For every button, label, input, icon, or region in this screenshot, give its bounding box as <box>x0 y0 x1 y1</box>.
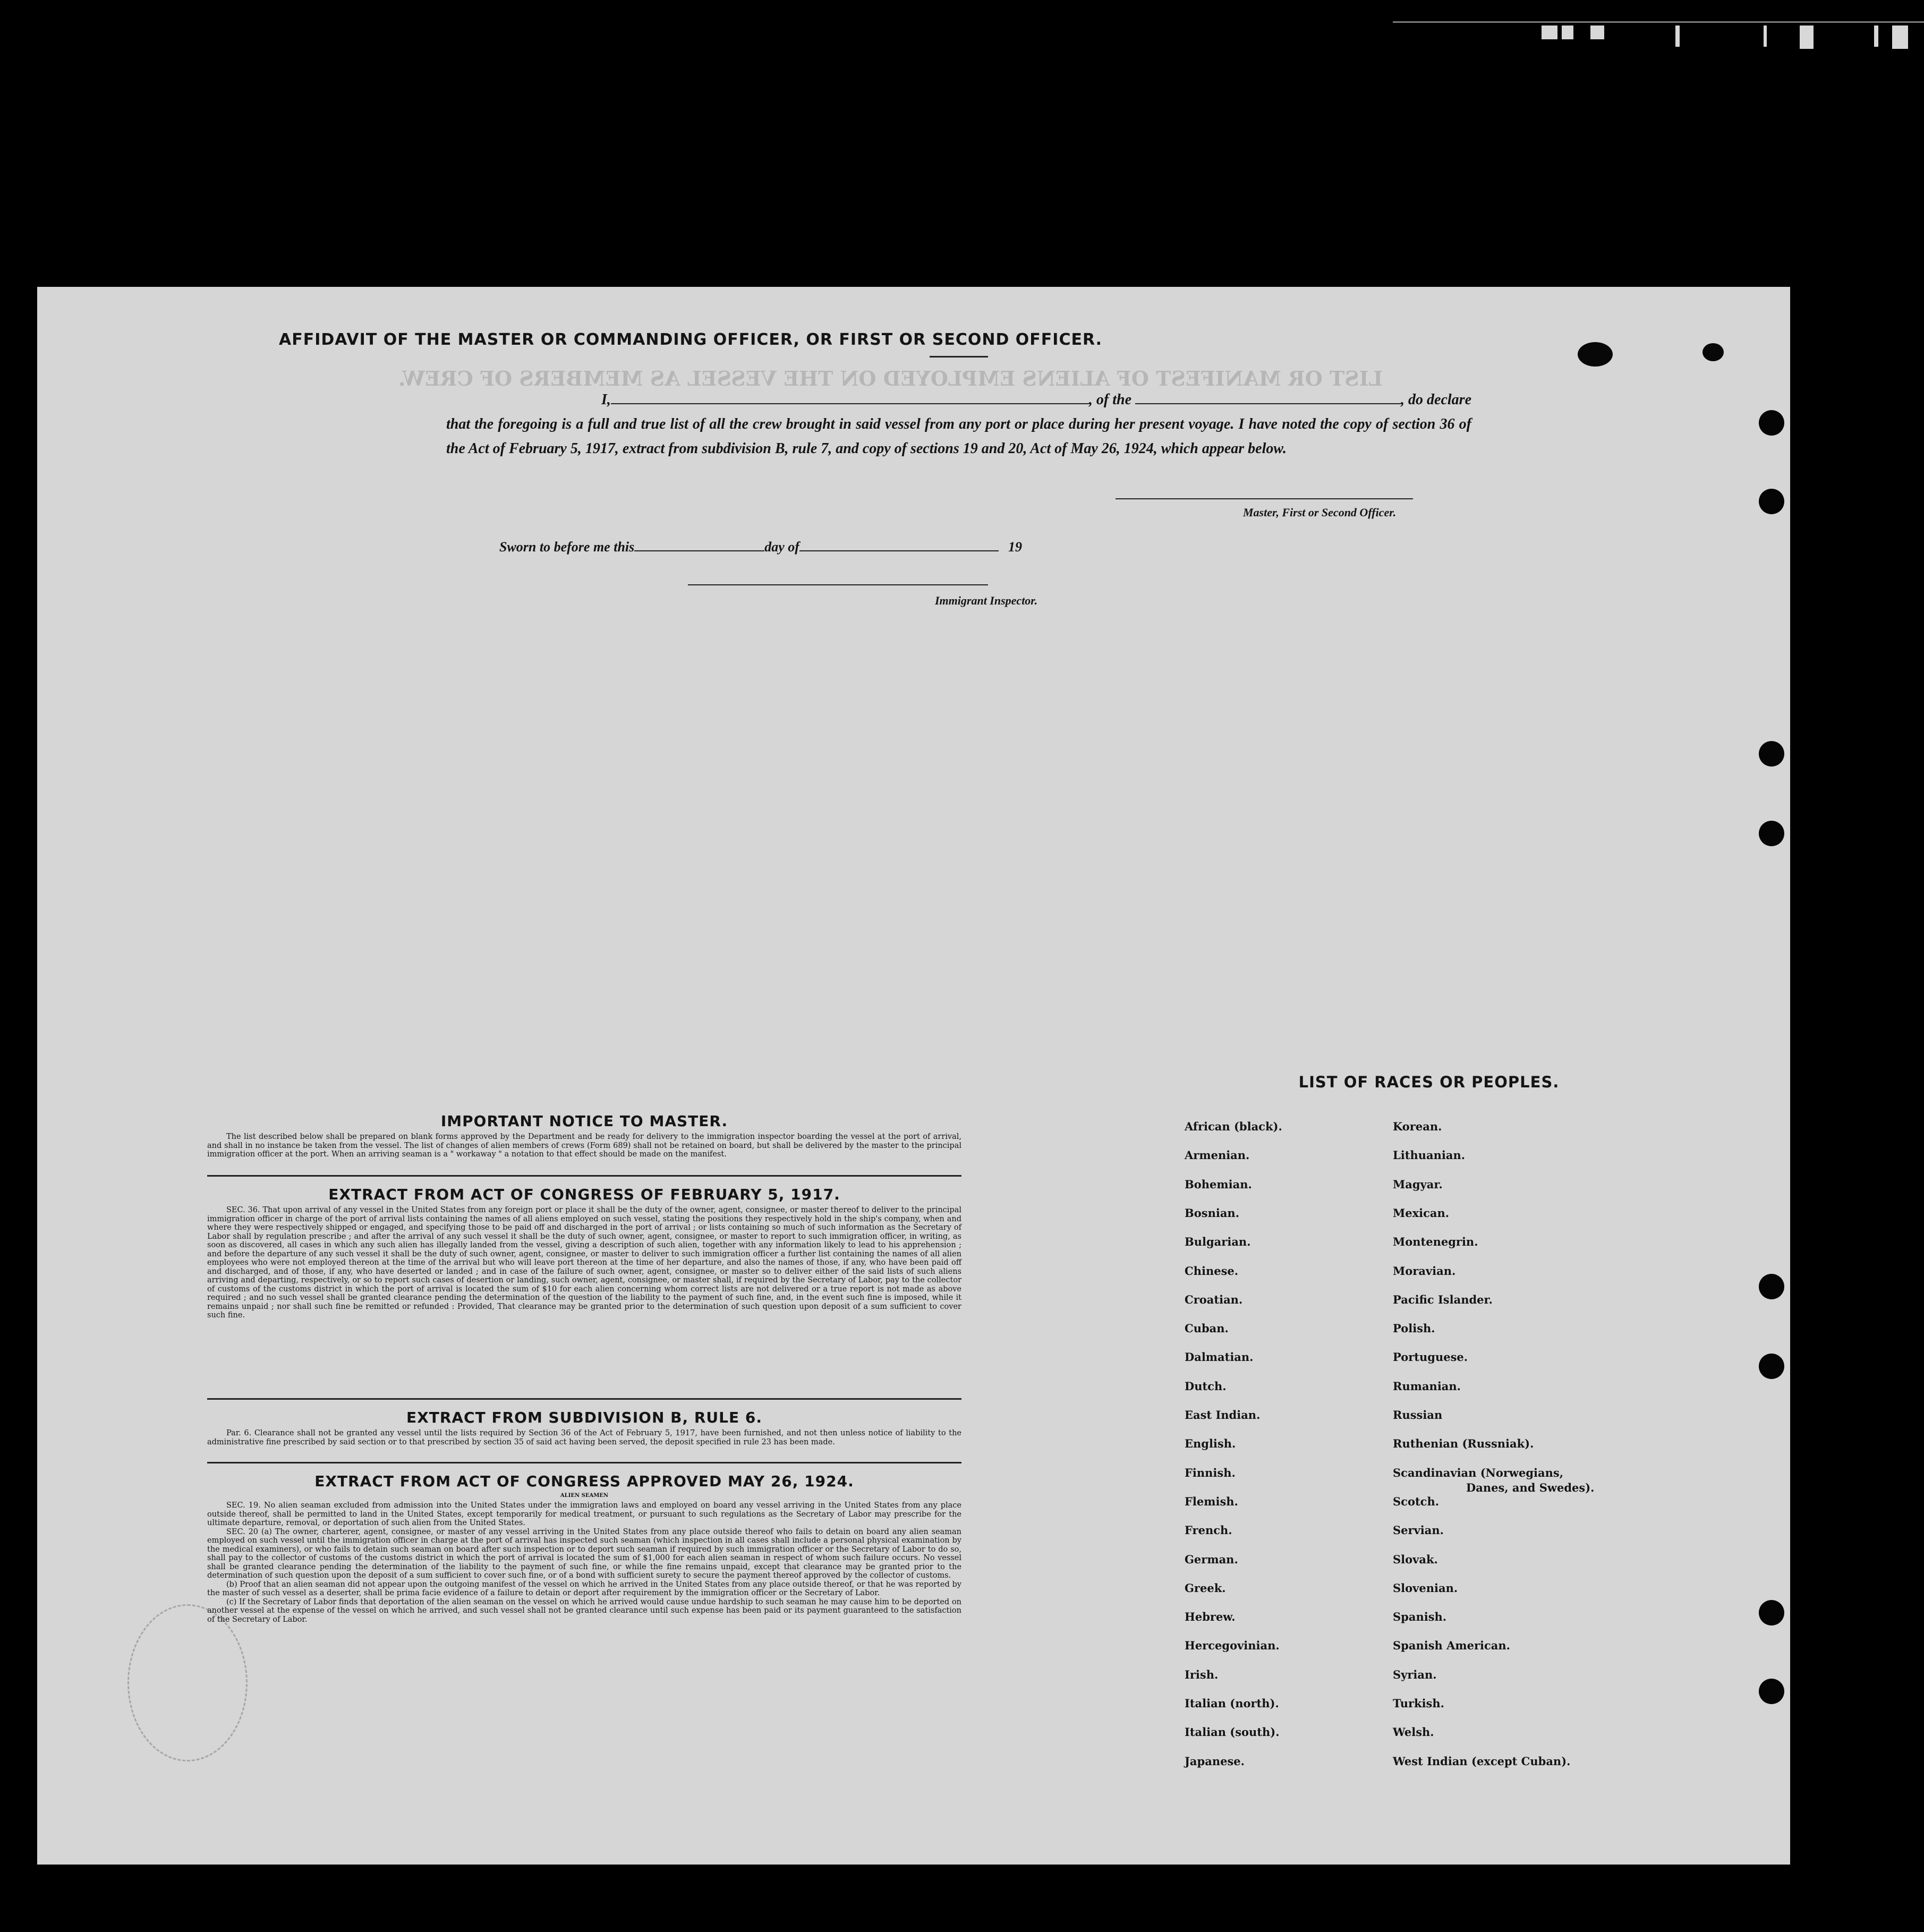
sworn-day-of: day of <box>764 539 799 555</box>
punch-hole <box>1759 1354 1784 1379</box>
sec-19-paragraph: SEC. 19. No alien seaman excluded from admission into the United States under the immigration laws and employed on board any vessel arriving in the United States from any place outside thereof, shall be permitted to land in the United States, except temporarily for medical treatment, or pursuant to such regulations as the Secretary of Labor may prescribe for the ultimate departure, removal, or deportation of such alien from the United States. <box>207 1501 961 1527</box>
film-mark <box>1892 25 1908 49</box>
race-entry: Servian. <box>1393 1524 1444 1537</box>
extract-1917-title: EXTRACT FROM ACT OF CONGRESS OF FEBRUARY 5, 1917. <box>328 1186 840 1203</box>
declare-suffix: , do declare <box>1401 391 1471 408</box>
punch-hole <box>1759 821 1784 846</box>
race-entry: Italian (south). <box>1185 1725 1280 1739</box>
sworn-line <box>499 538 1022 555</box>
faded-seal-stamp <box>127 1604 248 1761</box>
extract-1917-text <box>207 1206 961 1320</box>
ink-blot <box>1578 342 1613 367</box>
race-entry: Magyar. <box>1393 1177 1443 1191</box>
sworn-month-blank <box>799 538 999 551</box>
race-entry: Lithuanian. <box>1393 1148 1466 1162</box>
master-signature-line <box>1116 498 1413 499</box>
race-entry: English. <box>1185 1437 1236 1451</box>
section-rule <box>207 1175 961 1177</box>
sec-20b-paragraph: (b) Proof that an alien seaman did not appear upon the outgoing manifest of the vessel on which he arrived in the United States from any place outside thereof, or that he was reported by the master of such vessel as a deserter, shall be prima facie evidence of a failure to detain or deport after requirement by the immigration officer or the Secretary of Labor. <box>207 1580 961 1597</box>
vessel-prefix: , of the <box>1088 391 1132 408</box>
ink-blot <box>1702 343 1724 361</box>
race-entry: Dutch. <box>1185 1379 1227 1393</box>
affidavit-title: AFFIDAVIT OF THE MASTER OR COMMANDING OFFICER, OR FIRST OR SECOND OFFICER. <box>278 330 1103 349</box>
race-entry: Welsh. <box>1393 1725 1434 1739</box>
race-entry: Croatian. <box>1185 1292 1243 1306</box>
punch-hole <box>1759 410 1784 436</box>
master-signature-label: Master, First or Second Officer. <box>1243 506 1397 519</box>
punch-hole <box>1759 1600 1784 1625</box>
race-entry: Finnish. <box>1185 1466 1236 1479</box>
vessel-blank <box>1135 390 1401 404</box>
punch-hole <box>1759 741 1784 767</box>
extract-1924-text <box>207 1501 961 1624</box>
race-entry: Spanish American. <box>1393 1639 1510 1653</box>
race-entry: Greek. <box>1185 1581 1226 1595</box>
alien-seamen-subhead: ALIEN SEAMEN <box>560 1493 609 1499</box>
race-entry: Cuban. <box>1185 1322 1229 1335</box>
race-entry: Scotch. <box>1393 1494 1440 1508</box>
race-entry: Pacific Islander. <box>1393 1292 1493 1306</box>
film-mark <box>1764 25 1767 47</box>
race-entry: African (black). <box>1185 1120 1282 1133</box>
sworn-day-blank <box>634 538 764 551</box>
punch-hole <box>1759 489 1784 514</box>
race-entry: Ruthenian (Russniak). <box>1393 1437 1534 1451</box>
inspector-label: Immigrant Inspector. <box>935 594 1038 607</box>
sworn-prefix: Sworn to before me this <box>499 539 635 555</box>
film-mark <box>1590 25 1604 39</box>
race-entry: Korean. <box>1393 1120 1442 1133</box>
race-entry: Spanish. <box>1393 1610 1447 1624</box>
document-page <box>37 287 1790 1865</box>
race-entry: Polish. <box>1393 1322 1435 1335</box>
section-rule <box>207 1462 961 1463</box>
race-entry: Rumanian. <box>1393 1379 1461 1393</box>
race-entry: Mexican. <box>1393 1206 1450 1220</box>
sworn-year: 19 <box>1008 539 1022 555</box>
race-entry: Japanese. <box>1185 1754 1245 1768</box>
races-title: LIST OF RACES OR PEOPLES. <box>1298 1073 1560 1091</box>
race-entry: Russian <box>1393 1408 1443 1422</box>
ghost-bleed-heading: LIST OR MANIFEST OF ALIENS EMPLOYED ON THE VESSEL AS MEMBERS OF CREW. <box>398 367 1383 390</box>
notice-paragraph: The list described below shall be prepared on blank forms approved by the Department and be ready for delivery to the immigration inspector boarding the vessel at the port of arrival, and shall in no instance be taken from the vessel. The list of changes of alien members of crews (Form 689) shall not be retained on board, but shall be delivered by the master to the principal immigration officer at the port. When an arriving seaman is a " workaway " a notation to that effect should be made on the manifest. <box>207 1133 961 1159</box>
race-entry: East Indian. <box>1185 1408 1261 1422</box>
film-mark <box>1675 25 1680 47</box>
race-entry: Slovenian. <box>1393 1581 1458 1595</box>
race-entry: Bulgarian. <box>1185 1235 1251 1249</box>
race-entry: Bohemian. <box>1185 1177 1252 1191</box>
notice-title: IMPORTANT NOTICE TO MASTER. <box>440 1112 728 1130</box>
race-entry: Chinese. <box>1185 1264 1239 1278</box>
race-entry: Hercegovinian. <box>1185 1639 1280 1653</box>
section-36-paragraph: SEC. 36. That upon arrival of any vessel in the United States from any foreign port or place it shall be the duty of the owner, agent, consignee, or master thereof to deliver to the principal immigration officer in charge of the port of arrival lists containing the names of all aliens employed on such vessel, stating the positions they respectively hold in the ship's company, when and where they were respectively shipped or engaged, and specifying those to be paid off and discharged in the port of arrival ; or lists containing so much of such information as the Secretary of Labor shall by regulation prescribe ; and after the arrival of any such vessel it shall be the duty of such owner, agent, consignee, or master to report to such immigration officer, in writing, as soon as discovered, all cases in which any such alien has illegally landed from the vessel, giving a description of such alien, together with any information likely to lead to his apprehension ; and before the departure of any such vessel it shall be the duty of such owner, agent, consignee, or master to deliver to such immigration officer a further list containing the names of all alien employees who were not employed thereon at the time of the arrival but who will leave port thereon at the time of her departure, and also the names of those, if any, who have been paid off and discharged, and of those, if any, who have deserted or landed ; and in case of the failure of such owner, agent, consignee, or master so to deliver either of the said lists of such aliens arriving and departing, respectively, or so to report such cases of desertion or landing, such owner, agent, consignee, or master shall, if required by the Secretary of Labor, pay to the collector of customs of the customs district in which the port of arrival is located the sum of $10 for each alien concerning whom correct lists are not delivered or a true report is not made as above required ; and no such vessel shall be granted clearance pending the determination of the question of the liability to the payment of such fine, and, in the event such fine is imposed, while it remains unpaid ; nor shall such fine be remitted or refunded : Provided, That clearance may be granted prior to the determination of such question upon deposit of a sum sufficient to cover such fine. <box>207 1206 961 1320</box>
race-entry: Hebrew. <box>1185 1610 1236 1624</box>
race-entry: Irish. <box>1185 1667 1219 1681</box>
subdivision-title: EXTRACT FROM SUBDIVISION B, RULE 6. <box>406 1409 762 1426</box>
subdivision-text <box>207 1429 961 1446</box>
extract-1924-title: EXTRACT FROM ACT OF CONGRESS APPROVED MAY 26, 1924. <box>314 1473 854 1490</box>
race-entry: Syrian. <box>1393 1667 1437 1681</box>
par-6-paragraph: Par. 6. Clearance shall not be granted any vessel until the lists required by Section 36 of the Act of February 5, 1917, have been furnished, and not then unless notice of liability to the administrative fine prescribed by said section or to that prescribed by section 35 of said act having been served, the deposit specified in rule 23 has been made. <box>207 1429 961 1446</box>
name-prefix: I, <box>601 391 611 408</box>
race-entry: Flemish. <box>1185 1494 1238 1508</box>
race-entry: Montenegrin. <box>1393 1235 1478 1249</box>
film-mark <box>1542 25 1557 39</box>
race-entry: German. <box>1185 1552 1238 1566</box>
top-film-marks <box>1542 25 1913 49</box>
race-entry: French. <box>1185 1524 1232 1537</box>
race-entry: Scandinavian (Norwegians, <box>1393 1466 1564 1479</box>
film-mark <box>1562 25 1573 39</box>
race-entry: West Indian (except Cuban). <box>1393 1754 1571 1768</box>
affidavit-body <box>446 388 1471 461</box>
notice-text <box>207 1133 961 1159</box>
declaration-line <box>446 388 1471 412</box>
race-entry: Italian (north). <box>1185 1697 1279 1710</box>
race-entry: Portuguese. <box>1393 1350 1468 1364</box>
race-entry: Dalmatian. <box>1185 1350 1254 1364</box>
inspector-signature-line <box>688 584 988 585</box>
sec-20a-paragraph: SEC. 20 (a) The owner, charterer, agent, consignee, or master of any vessel arriving in the United States from any place outside thereof who fails to detain on board any alien seaman employed on such vessel until the immigration officer in charge at the port of arrival has inspected such seaman (which inspection in all cases shall include a personal physical examination by the medical examiners), or who fails to detain such seaman on board after such inspection or to deport such seaman if required by such immigration officer or the Secretary of Labor to do so, shall pay to the collector of customs of the customs district in which the port of arrival is located the sum of $1,000 for each alien seaman in respect of whom such failure occurs. No vessel shall be granted clearance pending the determination of the liability to the payment of such fine, or while the fine remains unpaid, except that clearance may be granted prior to the determination of such question upon the deposit of a sum sufficient to cover such fine, or of a bond with sufficient surety to secure the payment thereof approved by the collector of customs. <box>207 1527 961 1580</box>
punch-hole <box>1759 1679 1784 1704</box>
name-blank <box>611 390 1089 404</box>
race-entry: Armenian. <box>1185 1148 1250 1162</box>
top-edge-line <box>1393 21 1924 23</box>
film-mark <box>1800 25 1814 49</box>
declaration-text: that the foregoing is a full and true list of all the crew brought in said vessel from any port or place during her present voyage. I have noted the copy of section 36 of the Act of February 5, 1917, extract from subdivision B, rule 7, and copy of sections 19 and 20, Act of May 26, 1924, which appear below. <box>446 416 1471 457</box>
sec-20c-paragraph: (c) If the Secretary of Labor finds that deportation of the alien seaman on the vessel on which he arrived would cause undue hardship to such seaman he may cause him to be deported on another vessel at the expense of the vessel on which he arrived, and such vessel shall not be granted clearance until such expense has been paid or its payment guaranteed to the satisfaction of the Secretary of Labor. <box>207 1597 961 1624</box>
race-entry-continuation: Danes, and Swedes). <box>1466 1481 1595 1494</box>
title-rule <box>930 356 988 358</box>
punch-hole <box>1759 1274 1784 1299</box>
race-entry: Turkish. <box>1393 1697 1444 1710</box>
race-entry: Slovak. <box>1393 1552 1438 1566</box>
race-entry: Bosnian. <box>1185 1206 1240 1220</box>
race-entry: Moravian. <box>1393 1264 1456 1278</box>
film-mark <box>1874 25 1878 47</box>
section-rule <box>207 1398 961 1400</box>
